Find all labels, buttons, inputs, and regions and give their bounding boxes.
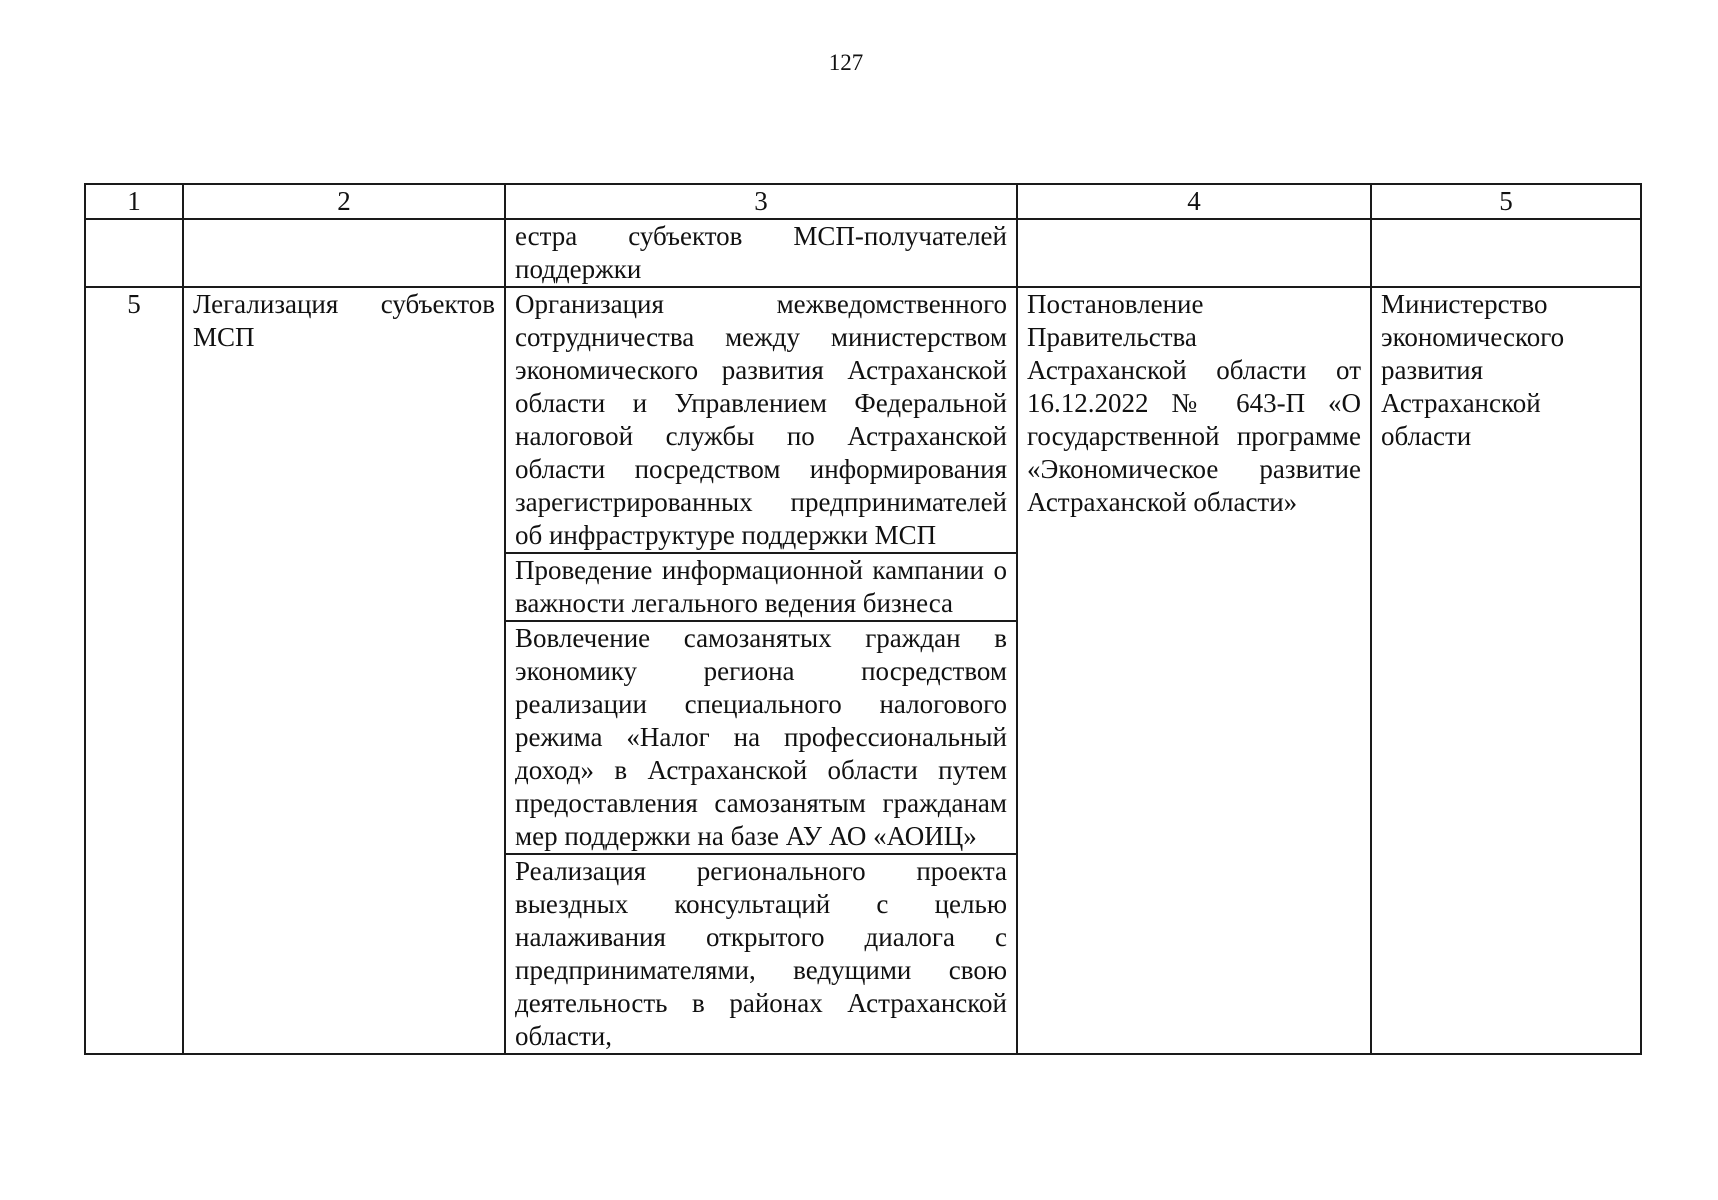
continuation-col-1 xyxy=(85,219,183,287)
header-col-5: 5 xyxy=(1371,184,1641,219)
continuation-col-2 xyxy=(183,219,505,287)
row-number: 5 xyxy=(85,287,183,1054)
header-col-4: 4 xyxy=(1017,184,1371,219)
legal-basis: Постановление Правительства Астраханской области от 16.12.2022 № 643-П «О государственной программе «Экономическое развитие Астраханской области» xyxy=(1017,287,1371,1054)
measure-4: Реализация регионального проекта выездных консультаций с целью налаживания открытого диалога с предпринимателями, ведущими свою деятельность в районах Астраханской области, xyxy=(505,854,1017,1054)
header-col-1: 1 xyxy=(85,184,183,219)
continuation-col-4 xyxy=(1017,219,1371,287)
measure-3: Вовлечение самозанятых граждан в экономику региона посредством реализации специального налогового режима «Налог на профессиональный доход» в Астраханской области путем предоставления самозанятым гражданам мер поддержки на базе АУ АО «АОИЦ» xyxy=(505,621,1017,854)
page-number: 127 xyxy=(828,50,864,75)
measure-1: Организация межведомственного сотрудничества между министерством экономического развития Астраханской области и Управлением Федеральной налоговой службы по Астраханской области посредством информирования зарегистрированных предпринимателей об инфраструктуре поддержки МСП xyxy=(505,287,1017,553)
header-col-2: 2 xyxy=(183,184,505,219)
table-row-5 xyxy=(85,287,1641,553)
measures-table xyxy=(84,183,1642,1055)
measure-2: Проведение информационной кампании о важности легального ведения бизнеса xyxy=(505,553,1017,621)
continuation-col-3: естра субъектов МСП-получателей поддержки xyxy=(505,219,1017,287)
header-col-3: 3 xyxy=(505,184,1017,219)
continuation-col-5 xyxy=(1371,219,1641,287)
row-title: Легализация субъектов МСП xyxy=(183,287,505,1054)
continuation-row xyxy=(85,219,1641,287)
responsible-executor: Министерство экономического развития Астраханской области xyxy=(1371,287,1641,1054)
table-header-row xyxy=(85,184,1641,219)
